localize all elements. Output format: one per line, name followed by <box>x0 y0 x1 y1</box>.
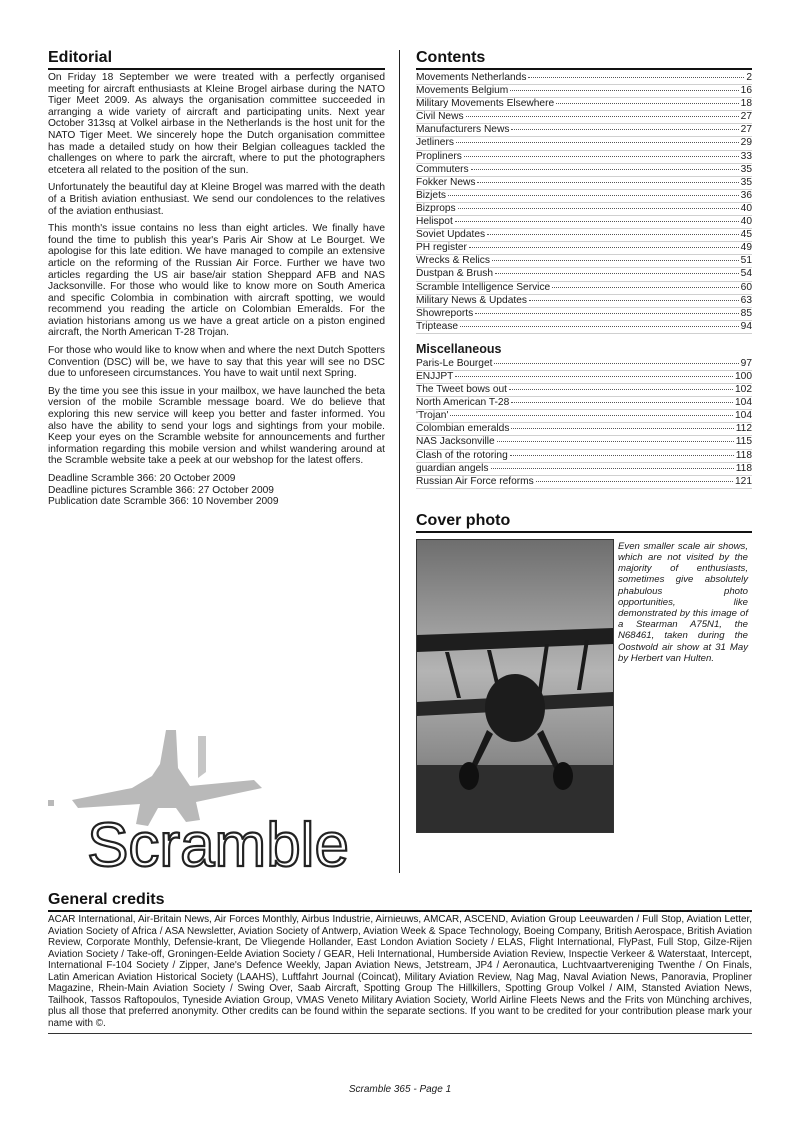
miscellaneous-item <box>416 423 752 436</box>
contents-section <box>416 48 752 839</box>
editorial-body <box>48 72 385 467</box>
contents-item <box>416 98 752 111</box>
dot-leader <box>460 326 739 327</box>
credits-section <box>48 890 752 1034</box>
contents-item-page: 33 <box>740 150 752 162</box>
contents-item-label: Movements Belgium <box>416 85 509 97</box>
contents-item-label: Fokker News <box>416 176 476 188</box>
column-divider <box>399 50 400 873</box>
dot-leader <box>511 428 733 429</box>
contents-item <box>416 72 752 85</box>
dot-leader <box>477 182 738 183</box>
contents-item-page: 29 <box>740 137 752 149</box>
contents-item <box>416 124 752 137</box>
credits-title: General credits <box>48 890 752 912</box>
contents-item-label: Wrecks & Relics <box>416 255 490 267</box>
contents-item-page: 100 <box>735 370 752 382</box>
deadlines <box>48 473 385 508</box>
contents-item-label: Dustpan & Brush <box>416 268 494 280</box>
miscellaneous-item <box>416 410 752 423</box>
dot-leader <box>475 313 738 314</box>
contents-item <box>416 151 752 164</box>
contents-item-page: 2 <box>746 72 752 83</box>
contents-item <box>416 321 752 334</box>
contents-item-page: 115 <box>735 436 752 448</box>
contents-item-label: Bizprops <box>416 202 456 214</box>
contents-title: Contents <box>416 48 752 70</box>
contents-item-page: 97 <box>740 357 752 369</box>
contents-item-page: 121 <box>735 475 752 487</box>
contents-item-label: Propliners <box>416 150 462 162</box>
dot-leader <box>510 90 738 91</box>
contents-item-label: ENJJPT <box>416 370 454 382</box>
contents-item-label: Helispot <box>416 216 453 228</box>
contents-item-page: 60 <box>740 281 752 293</box>
dot-leader <box>456 142 739 143</box>
contents-item-page: 36 <box>740 189 752 201</box>
cover-area <box>416 539 752 839</box>
dot-leader <box>529 300 739 301</box>
contents-item-label: NAS Jacksonville <box>416 436 495 448</box>
contents-item <box>416 282 752 295</box>
dot-leader <box>511 402 733 403</box>
cover-caption: Even smaller scale air shows, which are not visited by the majority of enthusiasts, sometimes give absolutely phabulous photo opportunities, like demonstrated by this image of a Stearman A75N1, the N68461, taken during the Oostwold air show at 31 May by Herbert van Hulten. <box>618 540 748 664</box>
dot-leader <box>494 363 738 364</box>
miscellaneous-item <box>416 384 752 397</box>
contents-item-label: Triptease <box>416 320 459 332</box>
editorial-paragraph: Unfortunately the beautiful day at Kleine Brogel was marred with the death of a British aviation enthusiast. We send our condolences to the relatives of the aviation enthusiast. <box>48 182 385 217</box>
contents-item <box>416 190 752 203</box>
cover-photo <box>416 539 614 833</box>
contents-item-page: 85 <box>740 307 752 319</box>
dot-leader <box>448 195 739 196</box>
editorial-paragraph: On Friday 18 September we were treated with a perfectly organised meeting for aircraft enthusiasts at Kleine Brogel airbase during the NATO Tiger Meet 2009. As always the organisation committee succeeded in arranging a wide variety of aircraft and participating units. Next year October 313sq at Volkel airbase in the Netherlands is the host unit for the NATO Tiger Meet. We sincerely hope the Dutch organisation committee has made a detailed study on how their Belgian colleagues tackled the challenges on where to park the aircraft, where to put the photographers etcetera all related to the position of the sun. <box>48 72 385 176</box>
contents-item-page: 51 <box>740 255 752 267</box>
contents-item-page: 104 <box>735 410 752 422</box>
contents-item-page: 45 <box>740 229 752 241</box>
contents-item <box>416 203 752 216</box>
contents-item <box>416 164 752 177</box>
dot-leader <box>487 234 739 235</box>
dot-leader <box>450 415 733 416</box>
dot-leader <box>528 77 744 78</box>
dot-leader <box>455 221 739 222</box>
contents-item-label: Showreports <box>416 307 474 319</box>
dot-leader <box>464 156 739 157</box>
contents-item-page: 35 <box>740 176 752 188</box>
jet-silhouette-icon <box>48 728 388 878</box>
dot-leader <box>552 287 738 288</box>
contents-item <box>416 295 752 308</box>
contents-item <box>416 242 752 255</box>
editorial-paragraph: For those who would like to know when and where the next Dutch Spotters Convention (DSC) will be, we have to say that this year will see no DSC due to unforeseen circumstances. You have to wait until next Spring. <box>48 345 385 380</box>
scramble-logo <box>48 728 388 878</box>
contents-item-label: guardian angels <box>416 462 489 474</box>
dot-leader <box>458 208 739 209</box>
dot-leader <box>492 260 739 261</box>
contents-item <box>416 137 752 150</box>
contents-item-page: 49 <box>740 242 752 254</box>
contents-item-label: Paris-Le Bourget <box>416 357 493 369</box>
contents-item-page: 118 <box>735 462 752 474</box>
contents-item-page: 18 <box>740 98 752 110</box>
dot-leader <box>536 481 733 482</box>
contents-item <box>416 177 752 190</box>
contents-item-page: 40 <box>740 216 752 228</box>
deadline-line: Publication date Scramble 366: 10 November 2009 <box>48 496 279 508</box>
dot-leader <box>466 116 739 117</box>
dot-leader <box>497 441 734 442</box>
contents-item <box>416 111 752 124</box>
dot-leader <box>471 169 739 170</box>
cover-title: Cover photo <box>416 511 752 533</box>
contents-item <box>416 268 752 281</box>
contents-item-label: Jetliners <box>416 137 454 149</box>
contents-item-label: Russian Air Force reforms <box>416 475 534 487</box>
contents-item-page: 104 <box>735 397 752 409</box>
contents-item <box>416 255 752 268</box>
editorial-paragraph: By the time you see this issue in your mailbox, we have launched the beta version of the mobile Scramble message board. We do believe that exploring this new service will keep you better and faster informed. You also have the ability to send your logs and sightings from your mobile. Keep your eyes on the Scramble website for announcements and further information regarding this mobile version and whilst wandering around at the Scramble website take a peek at our webshop for the latest offers. <box>48 385 385 467</box>
contents-item-page: 112 <box>735 423 752 435</box>
contents-item-page: 35 <box>740 163 752 175</box>
contents-item-label: Soviet Updates <box>416 229 486 241</box>
contents-item-page: 118 <box>735 449 752 461</box>
deadline-line: Deadline Scramble 366: 20 October 2009 <box>48 473 236 484</box>
contents-item-page: 16 <box>740 85 752 97</box>
contents-item-label: Civil News <box>416 111 464 123</box>
dot-leader <box>495 273 739 274</box>
contents-item-label: PH register <box>416 242 467 254</box>
contents-item <box>416 229 752 242</box>
miscellaneous-item <box>416 450 752 463</box>
miscellaneous-item <box>416 463 752 476</box>
contents-item-label: Movements Netherlands <box>416 72 527 83</box>
contents-item-label: Military News & Updates <box>416 294 527 306</box>
miscellaneous-title: Miscellaneous <box>416 341 502 356</box>
contents-item-label: Clash of the rotoring <box>416 449 508 461</box>
miscellaneous-item <box>416 397 752 410</box>
credits-divider <box>48 1033 752 1034</box>
miscellaneous-item <box>416 476 752 489</box>
dot-leader <box>469 247 739 248</box>
biplane-photo-icon <box>417 540 613 832</box>
dot-leader <box>509 389 733 390</box>
contents-item <box>416 308 752 321</box>
dot-leader <box>511 129 738 130</box>
dot-leader <box>556 103 739 104</box>
dot-leader <box>455 376 733 377</box>
contents-item-label: Military Movements Elsewhere <box>416 98 555 110</box>
miscellaneous-item <box>416 358 752 371</box>
dot-leader <box>510 455 734 456</box>
contents-item-label: North American T-28 <box>416 397 510 409</box>
miscellaneous-list <box>416 358 752 489</box>
contents-item-label: Colombian emeralds <box>416 423 510 435</box>
contents-item-page: 27 <box>740 124 752 136</box>
contents-item-label: Scramble Intelligence Service <box>416 281 551 293</box>
deadline-line: Deadline pictures Scramble 366: 27 October 2009 <box>48 484 274 496</box>
contents-item-label: 'Trojan' <box>416 410 449 422</box>
contents-item <box>416 216 752 229</box>
miscellaneous-item <box>416 436 752 449</box>
editorial-title: Editorial <box>48 48 385 70</box>
dot-leader <box>491 468 734 469</box>
contents-item-page: 54 <box>740 268 752 280</box>
contents-item-label: Bizjets <box>416 189 447 201</box>
scramble-logo-text: Scramble <box>87 811 349 878</box>
contents-item-label: Commuters <box>416 163 469 175</box>
contents-item-label: The Tweet bows out <box>416 384 507 396</box>
editorial-paragraph: This month's issue contains no less than eight articles. We finally have found the time to publish this year's Paris Air Show at Le Bourget. We apologise for this late edition. We have managed to compile an extensive article on the reforming of the Russian Air Force. Further we have two articles regarding the US air base/air station Sheppard AFB and NAS Jacksonville. For those who would like to know more on South America and specific Colombia in combination with aircraft spotting, we would recommend you reading the article on Colombian Emeralds. For the aviation historians among us we have a great article on a piston engined aircraft, the North American T-28 Trojan. <box>48 223 385 339</box>
editorial-section <box>48 48 385 508</box>
contents-item-page: 40 <box>740 202 752 214</box>
miscellaneous-item <box>416 371 752 384</box>
contents-item-page: 94 <box>740 320 752 332</box>
page-footer: Scramble 365 - Page 1 <box>348 1084 452 1095</box>
contents-list <box>416 72 752 334</box>
contents-item <box>416 85 752 98</box>
credits-body: ACAR International, Air-Britain News, Air Forces Monthly, Airbus Industrie, Airnieuws, AMCAR, ASCEND, Aviation Group Leeuwarden / Full Stop, Aviation Letter, Aviation Society of Africa / ASA Newsletter, Aviation Society of Antwerp, Aviation Week & Space Technology, Boeing Company, British Aerospace, British Aviation Review, Corporate Monthly, Defensie-krant, De Vliegende Hollander, East London Aviation Society / ELAS, Flight International, FlyPast, Full Stop, Gilze-Rijen Aviation Society / Take-off, Groningen-Eelde Aviation Society / GEAR, Heli International, Humberside Aviation Review, Inspectie Verkeer & Waterstaat, Intercept, International F-104 Society / Zipper, Jane's Defence Weekly, Japan Aviation News, Jetstream, JP4 / Aeronautica, Luchtvaartvereniging Twenthe / On Finals, Latin American Aviation Historical Society (LAAHS), Luftfahrt Journal (Coincat), Military Aviation Review, Nag Mag, Naval Aviation News, Panoravia, Propliner Magazine, Rhein-Main Aviation Society / Swing Over, Saab Aircraft, Spotting Group The Hillkillers, Spotting Group Volkel / AIM, Stansted Aviation News, Tailhook, Tassos Raftopoulos, Tyneside Aviation Group, VMAS Veneto Military Aviation Society, World Airline Fleets News and the Frits von Münching archives, plus all those that preferred anonymity. Other credits can be found within the separate sections. If you want to be credited for your contribution please mark your name with ©. <box>48 914 752 1029</box>
contents-item-page: 102 <box>735 384 752 396</box>
contents-item-page: 63 <box>740 294 752 306</box>
cover-section <box>416 511 752 839</box>
contents-item-label: Manufacturers News <box>416 124 510 136</box>
contents-item-page: 27 <box>740 111 752 123</box>
